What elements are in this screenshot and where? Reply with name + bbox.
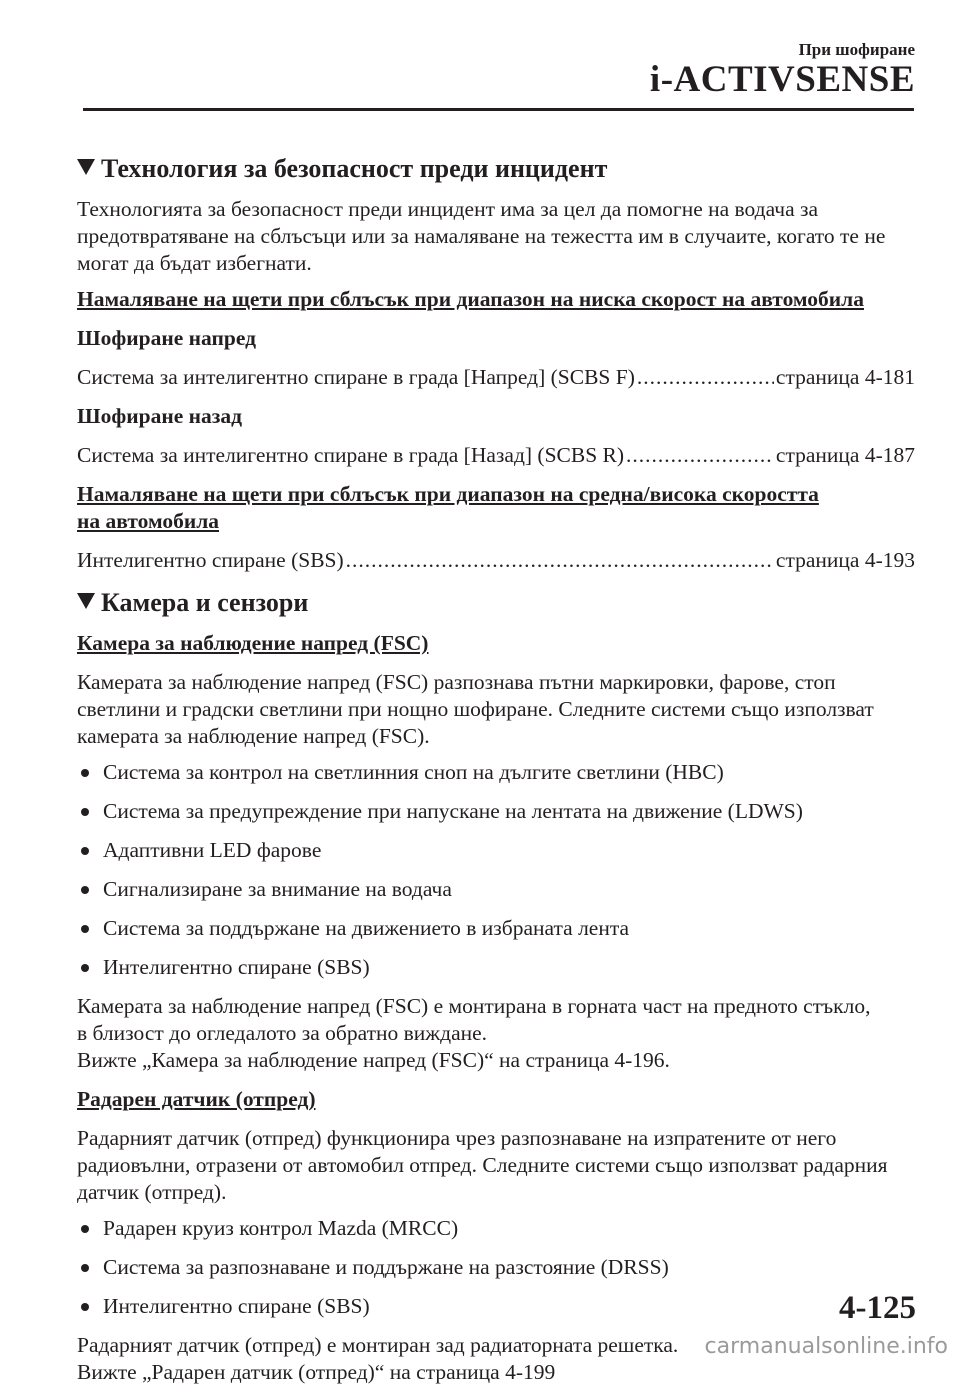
list-item: Интелигентно спиране (SBS) xyxy=(77,1293,915,1320)
bullet-icon xyxy=(81,847,89,855)
pre-crash-intro: Технологията за безопасност преди инцидент има за цел да помогне на водача за предотвратяване на сблъсъци или за намаляване на тежестта им в случаите, когато те не могат да бъдат избегнати. xyxy=(77,197,886,275)
radar-heading: Радарен датчик (отпред) xyxy=(77,1087,316,1111)
bullet-icon xyxy=(81,769,89,777)
toc-entry-scbs-f xyxy=(77,364,915,391)
radar-system-list xyxy=(77,1215,915,1320)
bullet-icon xyxy=(81,1264,89,1272)
toc-leader xyxy=(626,442,774,469)
triangle-marker-icon xyxy=(77,159,95,175)
low-speed-heading: Намаляване на щети при сблъсък при диапазон на ниска скорост на автомобила xyxy=(77,287,864,311)
bullet-icon xyxy=(81,886,89,894)
toc-entry-scbs-r xyxy=(77,442,915,469)
high-speed-heading: Намаляване на щети при сблъсък при диапазон на средна/висока скоростта на автомобила xyxy=(77,482,819,533)
toc-page: страница 4-193 xyxy=(775,548,915,572)
toc-leader xyxy=(346,547,774,574)
bullet-icon xyxy=(81,925,89,933)
toc-leader xyxy=(637,364,774,391)
reverse-driving-heading: Шофиране назад xyxy=(77,404,243,428)
watermark-text: carmanualsonline.info xyxy=(704,1334,948,1359)
toc-label: Интелигентно спиране (SBS) xyxy=(77,548,344,572)
bullet-icon xyxy=(81,1225,89,1233)
radar-intro: Радарният датчик (отпред) функционира чрез разпознаване на изпратените от него радиовълни, отразени от автомобил отпред. Следните системи също използват радарния датчик (отпред). xyxy=(77,1126,888,1204)
forward-driving-heading: Шофиране напред xyxy=(77,326,256,350)
bullet-icon xyxy=(81,964,89,972)
heading-camera-sensors: Камера и сензори xyxy=(77,586,915,620)
radar-location: Радарният датчик (отпред) е монтиран зад радиаторната решетка. xyxy=(77,1333,679,1357)
page-number: 4-125 xyxy=(839,1290,916,1326)
fsc-system-list xyxy=(77,759,915,981)
toc-page: страница 4-187 xyxy=(775,443,915,467)
bullet-icon xyxy=(81,808,89,816)
fsc-intro: Камерата за наблюдение напред (FSC) разпознава пътни маркировки, фарове, стоп светлини и градски светлини при нощно шофиране. Следните системи също използват камерата за наблюдение напред (FSC). xyxy=(77,670,874,748)
list-item: Система за поддържане на движението в избраната лента xyxy=(77,915,915,942)
heading-pre-crash-safety: Технология за безопасност преди инцидент xyxy=(77,152,915,186)
list-item: Адаптивни LED фарове xyxy=(77,837,915,864)
toc-label: Система за интелигентно спиране в града [Напред] (SCBS F) xyxy=(77,365,635,389)
list-item: Интелигентно спиране (SBS) xyxy=(77,954,915,981)
page-content xyxy=(77,152,915,1395)
section-title: i-ACTIVSENSE xyxy=(649,59,915,100)
fsc-reference: Вижте „Камера за наблюдение напред (FSC)“ на страница 4-196. xyxy=(77,1048,670,1072)
list-item: Система за контрол на светлинния сноп на дългите светлини (HBC) xyxy=(77,759,915,786)
fsc-location: Камерата за наблюдение напред (FSC) е монтирана в горната част на предното стъкло, в близост до огледалото за обратно виждане. xyxy=(77,994,871,1045)
toc-page: страница 4-181 xyxy=(775,365,915,389)
toc-label: Система за интелигентно спиране в града [Назад] (SCBS R) xyxy=(77,443,625,467)
fsc-heading: Камера за наблюдение напред (FSC) xyxy=(77,631,429,655)
chapter-title: При шофиране xyxy=(798,40,915,59)
radar-reference: Вижте „Радарен датчик (отпред)“ на страница 4-199 xyxy=(77,1360,556,1384)
list-item: Радарен круиз контрол Mazda (MRCC) xyxy=(77,1215,915,1242)
toc-entry-sbs xyxy=(77,547,915,574)
list-item: Система за разпознаване и поддържане на разстояние (DRSS) xyxy=(77,1254,915,1281)
list-item: Система за предупреждение при напускане на лентата на движение (LDWS) xyxy=(77,798,915,825)
bullet-icon xyxy=(81,1303,89,1311)
header-divider xyxy=(83,108,914,111)
triangle-marker-icon xyxy=(77,593,95,609)
list-item: Сигнализиране за внимание на водача xyxy=(77,876,915,903)
